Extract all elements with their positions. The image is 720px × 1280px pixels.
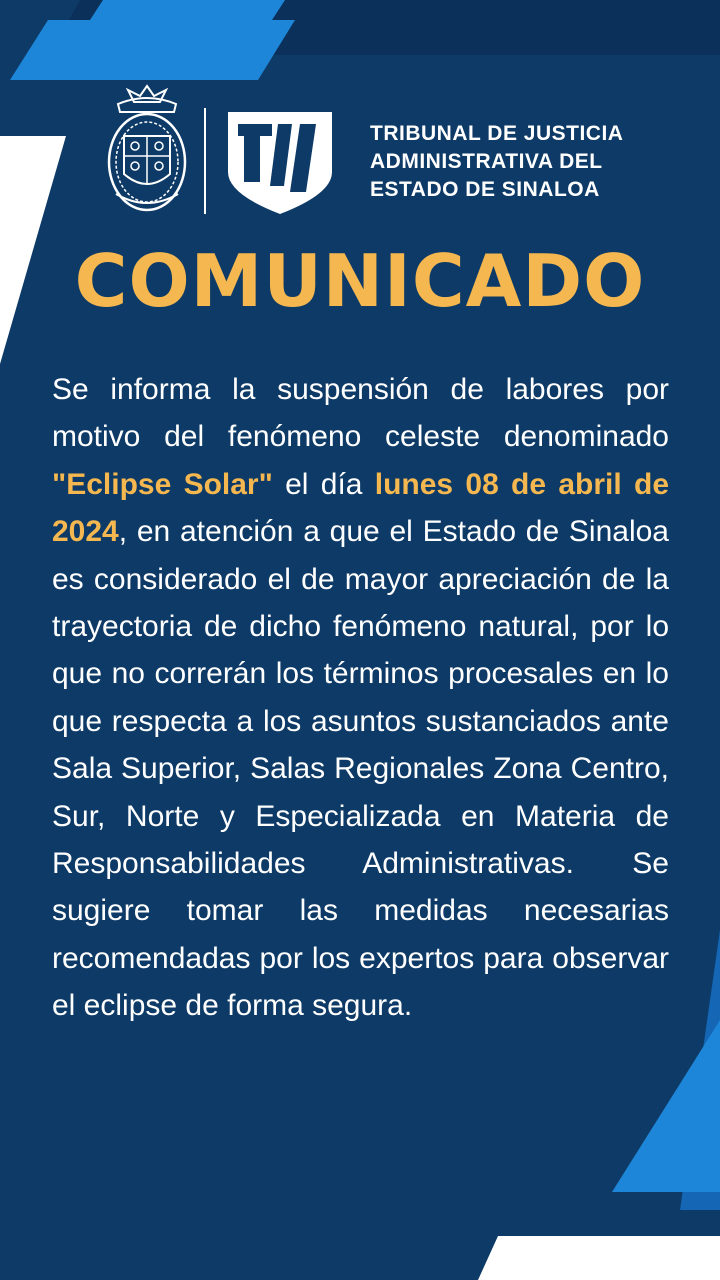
org-name-line-3: ESTADO DE SINALOA — [370, 178, 600, 201]
event-name-highlight: "Eclipse Solar" — [52, 467, 273, 501]
top-left-blue-band — [10, 20, 295, 80]
organization-name — [370, 120, 690, 204]
bottom-right-white-corner — [478, 1236, 720, 1280]
org-name-line-1: TRIBUNAL DE JUSTICIA — [370, 122, 624, 145]
notice-text-part-3: , en atención a que el Estado de Sinaloa es considerado el de mayor apreciación de la trayectoria de dicho fenómeno natural, por lo que no correrán los términos procesales en lo que respecta a los asuntos sustanciados ante Sala Superior, Salas Regionales Zona Centro, Sur, Norte y Especializada en Materia de Responsabilidades Administrativas. Se sugiere tomar las medidas necesarias recomendadas por los expertos para observar el eclipse de forma segura. — [52, 515, 669, 1023]
sinaloa-state-seal-icon — [104, 82, 190, 218]
page-title: COMUNICADO — [74, 239, 646, 323]
notice-text-part-2: el día — [272, 467, 375, 501]
date-highlight: lunes 08 de abril de 2024 — [52, 467, 669, 549]
top-stripe-bright — [90, 0, 285, 20]
org-name-line-2: ADMINISTRATIVA DEL — [370, 150, 603, 173]
right-blue-band-bright — [612, 1020, 720, 1192]
header-divider — [204, 108, 206, 214]
notice-text-part-1: Se informa la suspensión de labores por motivo del fenómeno celeste denominado — [52, 373, 669, 454]
header — [104, 82, 694, 222]
notice-text — [52, 366, 669, 1030]
tja-logo-icon — [224, 108, 336, 218]
